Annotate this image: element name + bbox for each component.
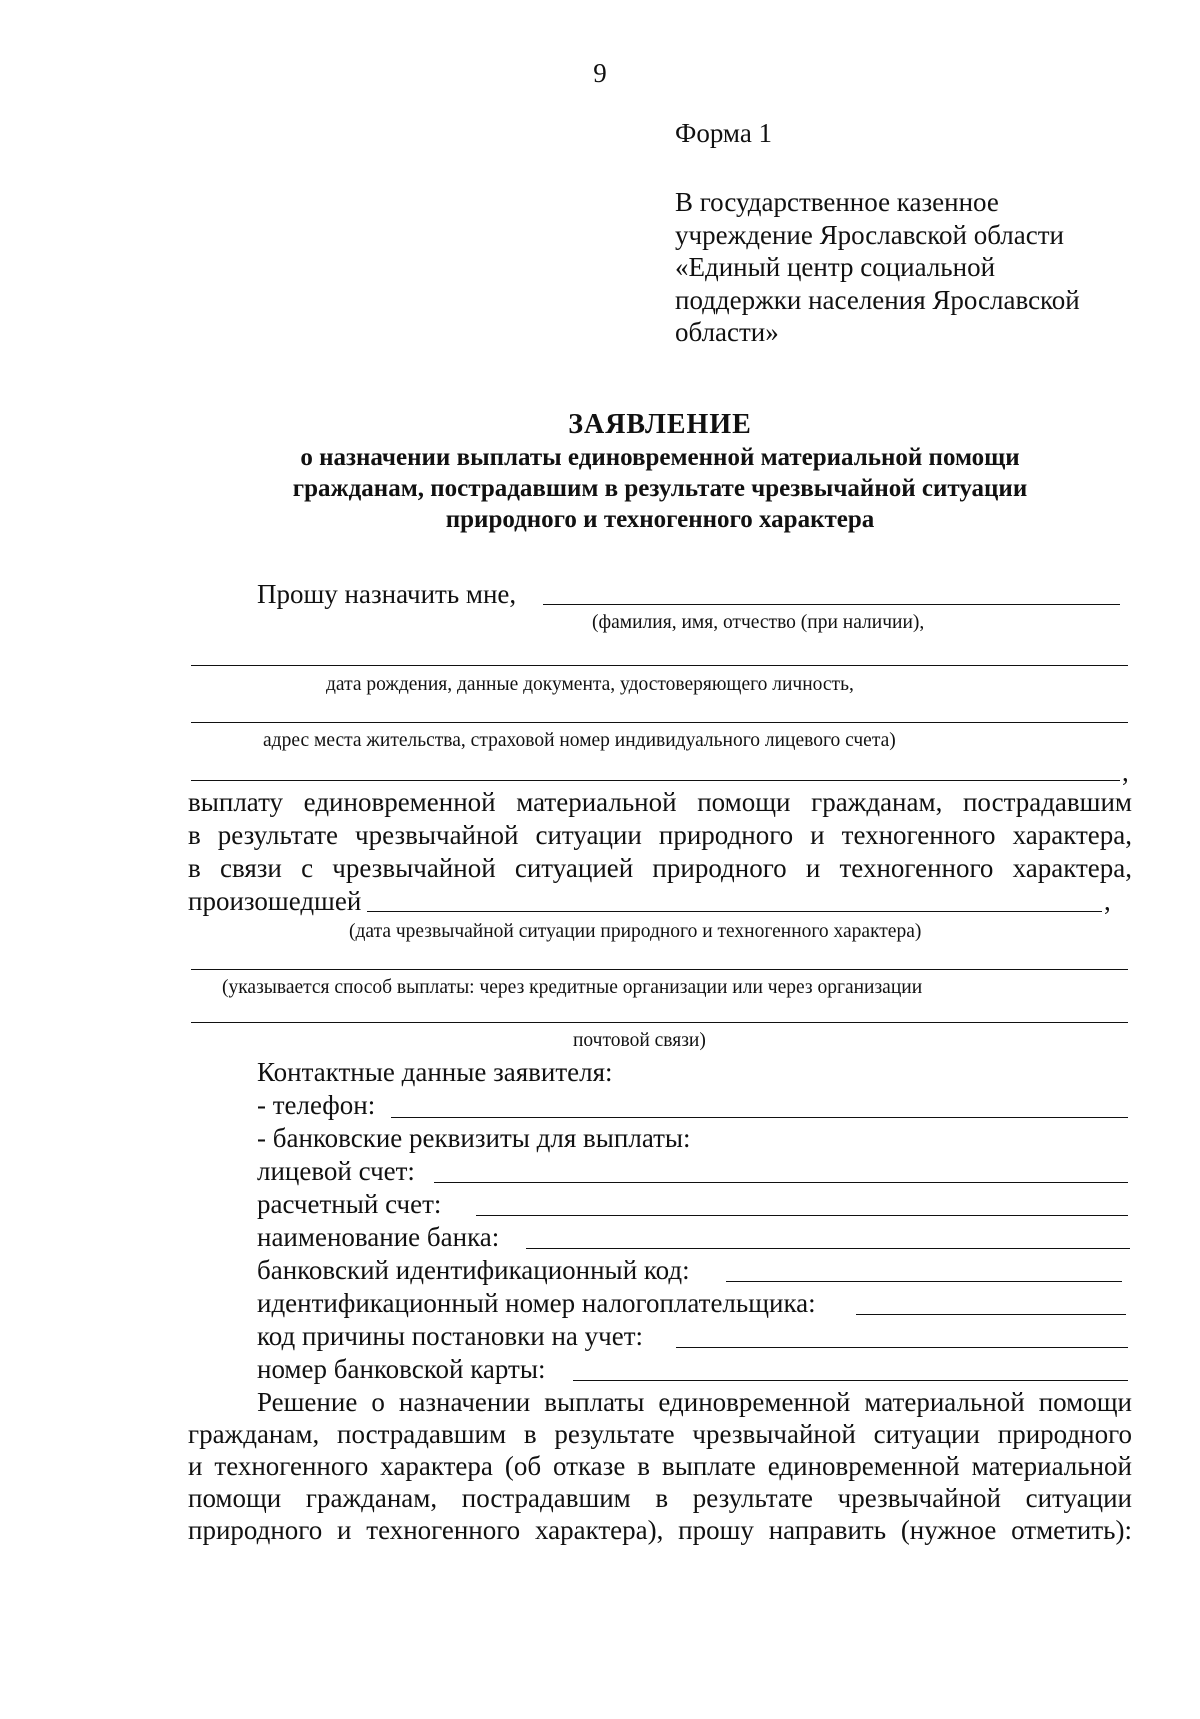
title-main: ЗАЯВЛЕНИЕ (568, 409, 752, 440)
addressee-block (675, 186, 1080, 349)
bank-name-label: наименование банка: (257, 1222, 500, 1252)
title-line: о назначении выплаты единовременной материальной помощи (300, 444, 1020, 471)
field-emergency-date[interactable] (367, 911, 1102, 912)
caption-name: (фамилия, имя, отчество (при наличии), (592, 612, 925, 633)
settlement-account-field[interactable] (476, 1215, 1128, 1216)
form-label: Форма 1 (675, 118, 773, 148)
bank-name-field[interactable] (526, 1248, 1130, 1249)
personal-account-label: лицевой счет: (257, 1156, 415, 1186)
occurred-comma: , (1104, 886, 1111, 916)
decision-paragraph (188, 1386, 1132, 1546)
contacts-heading: Контактные данные заявителя: (257, 1057, 613, 1087)
kpp-field[interactable] (676, 1347, 1128, 1348)
request-lead: Прошу назначить мне, (257, 579, 517, 609)
bik-field[interactable] (726, 1281, 1122, 1282)
kpp-label: код причины постановки на учет: (257, 1321, 644, 1351)
decision-line: гражданам, пострадавшим в результате чрезвычайной ситуации природного (188, 1419, 1132, 1449)
request-body-line: в связи с чрезвычайной ситуацией природного и техногенного характера, (188, 853, 1132, 883)
field-payment-method[interactable] (191, 969, 1128, 970)
bank-details-heading: - банковские реквизиты для выплаты: (257, 1123, 691, 1153)
decision-line: природного и техногенного характера), прошу направить (нужное отметить): (188, 1515, 1132, 1545)
field-birth-document[interactable] (191, 665, 1128, 666)
inn-field[interactable] (856, 1314, 1126, 1315)
request-body-line: в результате чрезвычайной ситуации природного и техногенного характера, (188, 820, 1132, 850)
caption-address-snils: адрес места жительства, страховой номер индивидуального лицевого счета) (263, 730, 896, 751)
caption-payment-method: (указывается способ выплаты: через кредитные организации или через организации (222, 977, 923, 998)
decision-line: Решение о назначении выплаты единовременной материальной помощи (257, 1387, 1132, 1417)
field-address-snils[interactable] (191, 722, 1128, 723)
addressee-line: В государственное казенное (675, 187, 999, 217)
document-title (0, 408, 1200, 535)
addressee-line: «Единый центр социальной (675, 252, 996, 282)
personal-account-field[interactable] (434, 1182, 1128, 1183)
caption-birth-document: дата рождения, данные документа, удостоверяющего личность, (326, 674, 854, 695)
phone-field[interactable] (391, 1117, 1128, 1118)
settlement-account-label: расчетный счет: (257, 1189, 442, 1219)
addressee-line: учреждение Ярославской области (675, 219, 1064, 250)
phone-label: - телефон: (257, 1090, 376, 1120)
decision-line: помощи гражданам, пострадавшим в результате чрезвычайной ситуации (188, 1483, 1132, 1513)
page-number: 9 (593, 58, 607, 88)
decision-line: и техногенного характера (об отказе в выплате единовременной материальной (188, 1451, 1132, 1481)
title-line: природного и техногенного характера (445, 506, 875, 533)
inn-label: идентификационный номер налогоплательщика: (257, 1288, 816, 1318)
trailing-comma: , (1122, 757, 1129, 787)
occurred-label: произошедшей (188, 886, 362, 916)
bik-label: банковский идентификационный код: (257, 1255, 690, 1285)
field-payment-method-continued[interactable] (191, 1022, 1128, 1023)
request-body-line: выплату единовременной материальной помощи гражданам, пострадавшим (188, 787, 1132, 817)
addressee-line: области» (675, 317, 779, 347)
card-number-field[interactable] (573, 1380, 1128, 1381)
field-address-continued[interactable] (191, 780, 1120, 781)
caption-emergency-date: (дата чрезвычайной ситуации природного и техногенного характера) (349, 921, 922, 942)
caption-payment-method-continued: почтовой связи) (573, 1030, 706, 1051)
card-number-label: номер банковской карты: (257, 1354, 546, 1384)
field-name[interactable] (543, 604, 1120, 605)
title-line: гражданам, пострадавшим в результате чрезвычайной ситуации (292, 475, 1028, 502)
addressee-line: поддержки населения Ярославской (675, 284, 1080, 315)
